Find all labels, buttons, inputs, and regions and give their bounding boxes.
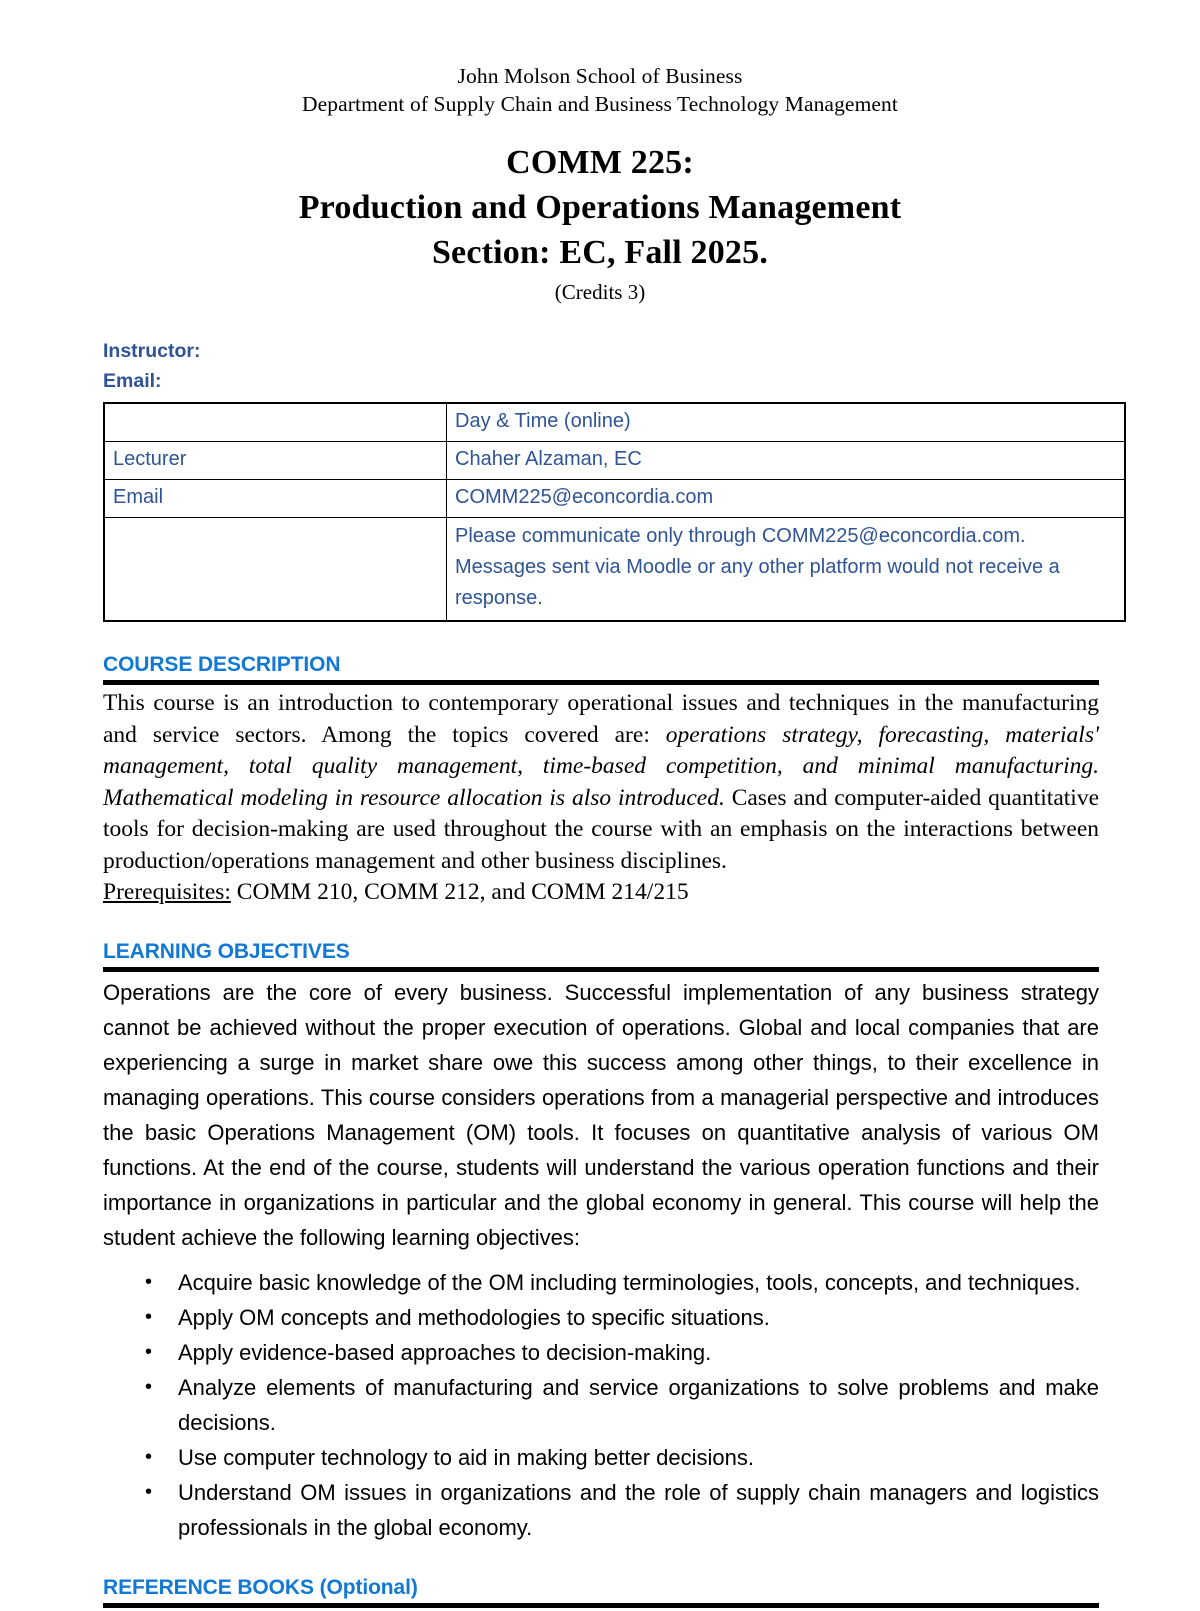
- section-rule: [103, 1603, 1099, 1608]
- course-name: Production and Operations Management: [298, 189, 902, 226]
- section-course-description: [103, 652, 1099, 909]
- course-section: Section: EC, Fall 2025.: [431, 234, 769, 271]
- course-info-table: [103, 402, 1126, 622]
- table-cell-label: [104, 403, 447, 442]
- section-heading-learning-objectives: LEARNING OBJECTIVES: [103, 939, 350, 963]
- section-rule: [103, 680, 1099, 685]
- table-cell-email: COMM225@econcordia.com: [447, 480, 1126, 518]
- course-description-paragraph: [103, 688, 1099, 877]
- course-title-block: [0, 140, 1200, 307]
- table-row: [104, 442, 1125, 480]
- table-row: [104, 480, 1125, 518]
- table-cell-value: Day & Time (online): [447, 403, 1126, 442]
- list-item: • Apply OM concepts and methodologies to specific situations.: [103, 1300, 1099, 1335]
- section-rule: [103, 967, 1099, 972]
- prerequisites-label: Prerequisites:: [103, 879, 231, 905]
- table-cell-label: Lecturer: [104, 442, 447, 480]
- list-item: • Analyze elements of manufacturing and service organizations to solve problems and make decisions.: [103, 1370, 1099, 1440]
- list-item: • Acquire basic knowledge of the OM including terminologies, tools, concepts, and techniques.: [103, 1265, 1099, 1300]
- course-description-topics-italic: operations strategy, forecasting, materials' management, total quality management, time-based competition, and minimal manufacturing. Mathematical modeling in resource allocation is also introduced.: [103, 721, 1099, 811]
- learning-objectives-paragraph: Operations are the core of every business. Successful implementation of any business strategy cannot be achieved without the proper execution of operations. Global and local companies that are experiencing a surge in market share owe this success among other things, to their excellence in managing operations. This course considers operations from a managerial perspective and introduces the basic Operations Management (OM) tools. It focuses on quantitative analysis of various OM functions. At the end of the course, students will understand the various operation functions and their importance in organizations in particular and the global economy in general. This course will help the student achieve the following learning objectives:: [103, 979, 1099, 1250]
- course-credits: (Credits 3): [554, 280, 646, 304]
- department-name: Department of Supply Chain and Business Technology Management: [302, 92, 898, 116]
- section-learning-objectives: [103, 939, 1099, 1545]
- list-item: • Use computer technology to aid in making better decisions.: [103, 1440, 1099, 1475]
- table-cell-label: [104, 518, 447, 622]
- section-heading-reference-books: REFERENCE BOOKS (Optional): [103, 1575, 418, 1599]
- list-item: • Understand OM issues in organizations and the role of supply chain managers and logistics professionals in the global economy.: [103, 1475, 1099, 1545]
- table-row: [104, 518, 1125, 622]
- course-description-text-1: This course is an introduction to contemporary operational issues and techniques in the manufacturing and service sectors. Among the topics covered are:: [103, 690, 1099, 748]
- table-cell-label: Email: [104, 480, 447, 518]
- learning-objectives-list: [103, 1265, 1099, 1545]
- document-body: [103, 336, 1099, 1611]
- prerequisites-value: COMM 210, COMM 212, and COMM 214/215: [230, 879, 689, 905]
- school-name: John Molson School of Business: [457, 64, 743, 88]
- instructor-label: Instructor:: [103, 340, 201, 362]
- table-cell-note: Please communicate only through COMM225@econcordia.com. Messages sent via Moodle or any other platform would not receive a response.: [447, 518, 1126, 622]
- table-row: [104, 403, 1125, 442]
- institution-header: [0, 62, 1200, 118]
- course-description-text-2: Cases and computer-aided quantitative tools for decision-making are used throughout the course with an emphasis on the interactions between production/operations management and other business disciplines.: [103, 784, 1099, 874]
- email-label: Email:: [103, 370, 162, 392]
- section-heading-course-description: COURSE DESCRIPTION: [103, 653, 341, 676]
- list-item: • Apply evidence-based approaches to decision-making.: [103, 1335, 1099, 1370]
- table-cell-value: Chaher Alzaman, EC: [447, 442, 1126, 480]
- course-code: COMM 225:: [506, 144, 694, 181]
- prerequisites-line: [103, 877, 1099, 909]
- section-reference-books: [103, 1575, 1099, 1608]
